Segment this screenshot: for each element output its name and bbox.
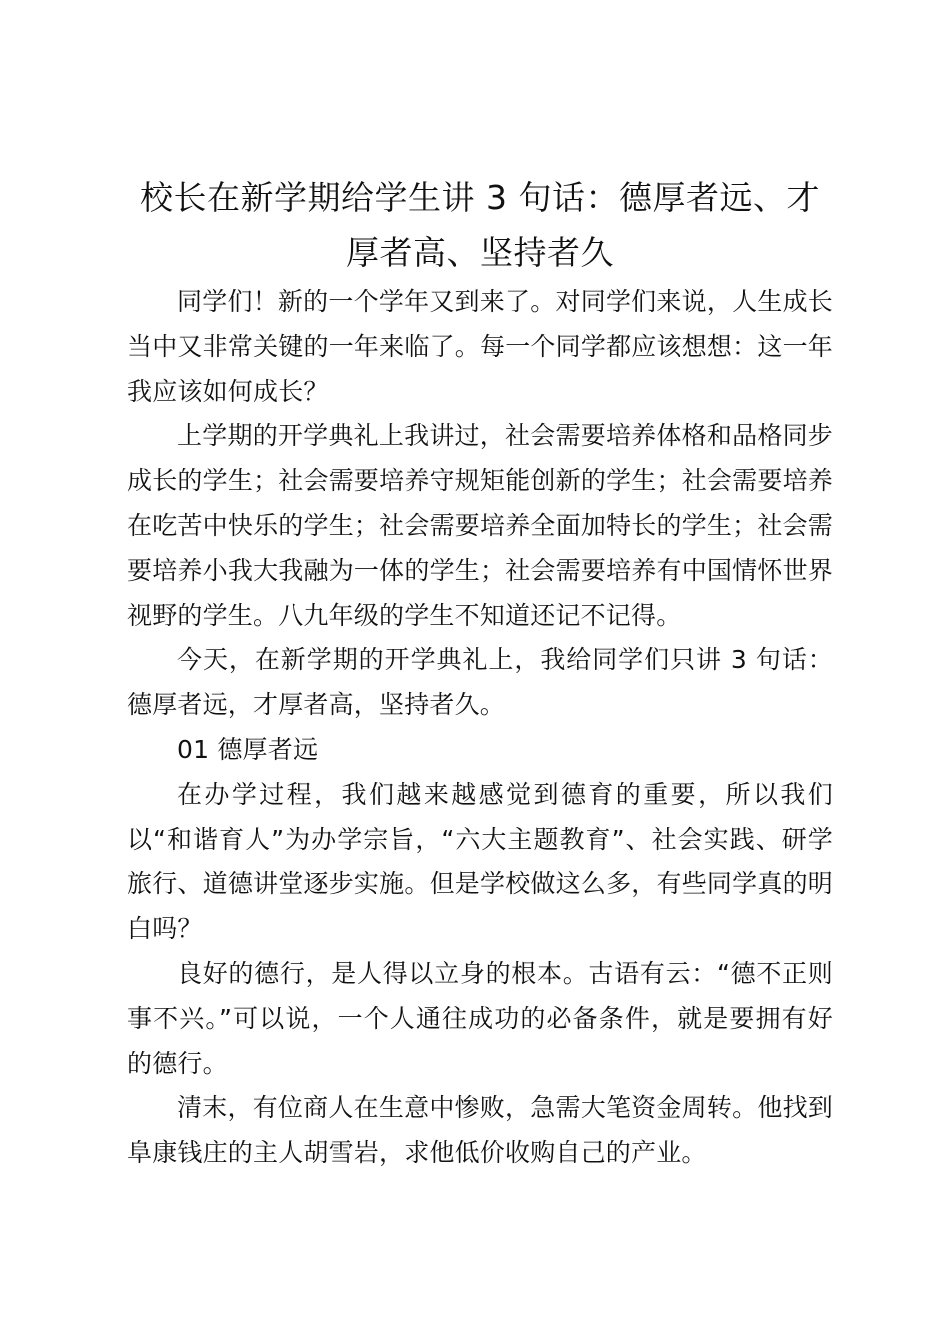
paragraph-story: 清末，有位商人在生意中惨败，急需大笔资金周转。他找到阜康钱庄的主人胡雪岩，求他低价收购自己的产业。 — [127, 1093, 833, 1168]
paragraph-intro: 同学们！新的一个学年又到来了。对同学们来说，人生成长当中又非常关键的一年来临了。每一个同学都应该想想：这一年我应该如何成长？ — [127, 287, 833, 406]
document-title: 校长在新学期给学生讲 3 句话：德厚者远、才厚者高、坚持者久 — [140, 178, 820, 272]
paragraph-moral-education: 在办学过程，我们越来越感觉到德育的重要，所以我们以“和谐育人”为办学宗旨，“六大主题教育”、社会实践、研学旅行、道德讲堂逐步实施。但是学校做这么多，有些同学真的明白吗？ — [127, 779, 833, 944]
section-heading-01: 01 德厚者远 — [177, 734, 319, 764]
document-page — [127, 170, 833, 1176]
paragraph-good-virtue: 良好的德行，是人得以立身的根本。古语有云：“德不正则事不兴。”可以说，一个人通往成功的必备条件，就是要拥有好的德行。 — [127, 958, 833, 1078]
paragraph-three-sentences: 今天，在新学期的开学典礼上，我给同学们只讲 3 句话：德厚者远，才厚者高，坚持者久。 — [127, 645, 833, 720]
paragraph-last-semester: 上学期的开学典礼上我讲过，社会需要培养体格和品格同步成长的学生；社会需要培养守规矩能创新的学生；社会需要培养在吃苦中快乐的学生；社会需要培养全面加特长的学生；社会需要培养小我大我融为一体的学生；社会需要培养有中国情怀世界视野的学生。八九年级的学生不知道还记不记得。 — [127, 421, 833, 630]
